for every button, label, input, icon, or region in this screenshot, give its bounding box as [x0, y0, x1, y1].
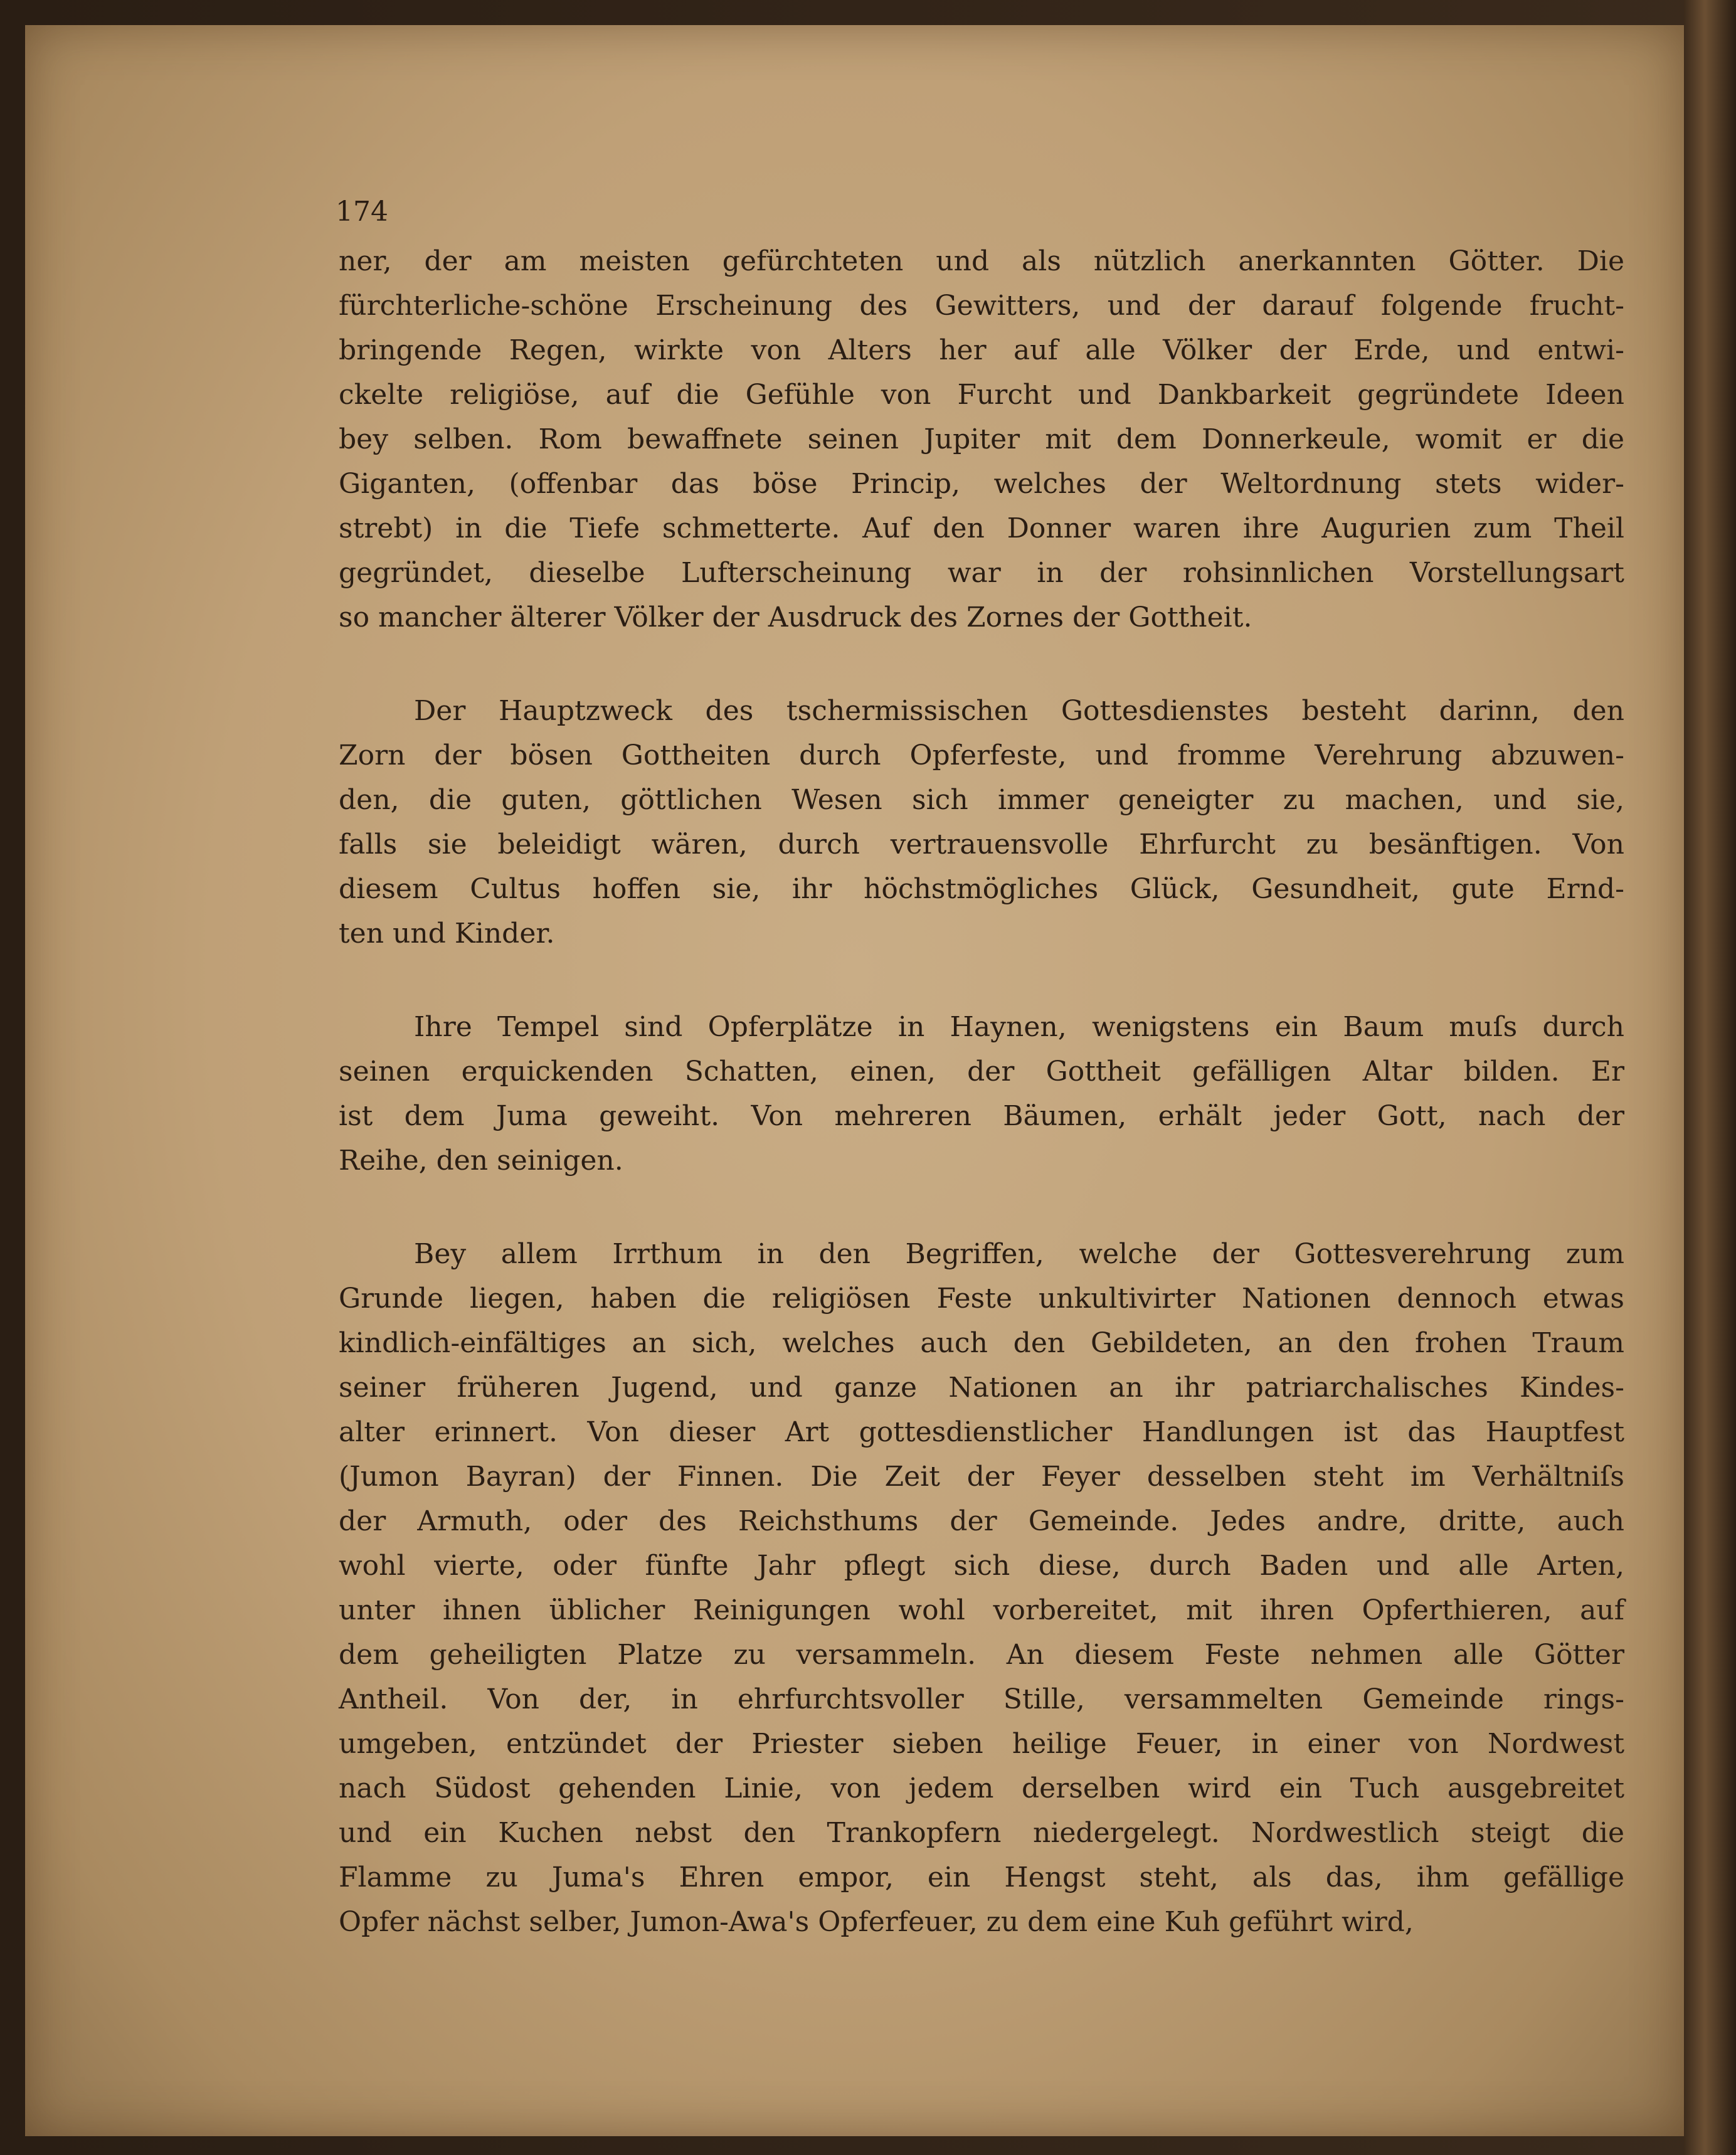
text-line: Ihre Tempel sind Opferplätze in Haynen, wenigstens ein Baum muſs durch — [414, 1011, 1624, 1043]
text-line: gegründet, dieselbe Lufterscheinung war in der rohsinnlichen Vorstellungsart — [339, 557, 1624, 589]
page-number: 174 — [336, 196, 388, 228]
text-line: diesem Cultus hoffen sie, ihr höchstmögliches Glück, Gesundheit, gute Ernd- — [339, 873, 1624, 905]
text-line: unter ihnen üblicher Reinigungen wohl vorbereitet, mit ihren Opferthieren, auf — [339, 1594, 1624, 1626]
text-line: fürchterliche-schöne Erscheinung des Gewitters, und der darauf folgende frucht- — [339, 290, 1624, 322]
text-line: ten und Kinder. — [339, 918, 555, 950]
paragraph-3 — [339, 1005, 1624, 1183]
text-line: kindlich-einfältiges an sich, welches auch den Gebildeten, an den frohen Traum — [339, 1327, 1624, 1359]
paragraph-4 — [339, 1232, 1624, 1944]
text-line: Giganten, (offenbar das böse Princip, welches der Weltordnung stets wider- — [339, 468, 1624, 500]
text-line: strebt) in die Tiefe schmetterte. Auf den Donner waren ihre Augurien zum Theil — [339, 512, 1624, 544]
text-line: (Jumon Bayran) der Finnen. Die Zeit der Feyer desselben steht im Verhältniſs — [339, 1461, 1624, 1493]
book-binding-edge — [1684, 0, 1736, 2155]
text-line: der Armuth, oder des Reichsthums der Gemeinde. Jedes andre, dritte, auch — [339, 1505, 1624, 1537]
text-line: Der Hauptzweck des tschermissischen Gottesdienstes besteht darinn, den — [414, 695, 1624, 727]
text-line: wohl vierte, oder fünfte Jahr pflegt sich diese, durch Baden und alle Arten, — [339, 1550, 1624, 1582]
text-line: ist dem Juma geweiht. Von mehreren Bäumen, erhält jeder Gott, nach der — [339, 1100, 1624, 1132]
text-line: Zorn der bösen Gottheiten durch Opferfeste, und fromme Verehrung abzuwen- — [339, 739, 1624, 771]
text-line: Reihe, den seinigen. — [339, 1145, 623, 1177]
paragraph-2 — [339, 689, 1624, 956]
text-line: und ein Kuchen nebst den Trankopfern niedergelegt. Nordwestlich steigt die — [339, 1817, 1624, 1849]
text-line: Flamme zu Juma's Ehren empor, ein Hengst steht, als das, ihm gefällige — [339, 1861, 1624, 1893]
text-line: Grunde liegen, haben die religiösen Feste unkultivirter Nationen dennoch etwas — [339, 1283, 1624, 1315]
text-line: bringende Regen, wirkte von Alters her auf alle Völker der Erde, und entwi- — [339, 334, 1624, 366]
text-line: umgeben, entzündet der Priester sieben heilige Feuer, in einer von Nordwest — [339, 1728, 1624, 1760]
text-line: Bey allem Irrthum in den Begriffen, welche der Gottesverehrung zum — [414, 1238, 1624, 1270]
text-line: so mancher älterer Völker der Ausdruck des Zornes der Gottheit. — [339, 601, 1252, 633]
text-line: dem geheiligten Platze zu versammeln. An diesem Feste nehmen alle Götter — [339, 1639, 1624, 1671]
text-line: Opfer nächst selber, Jumon-Awa's Opferfeuer, zu dem eine Kuh geführt wird, — [339, 1906, 1414, 1938]
text-line: den, die guten, göttlichen Wesen sich immer geneigter zu machen, und sie, — [339, 784, 1624, 816]
text-line: bey selben. Rom bewaffnete seinen Jupiter mit dem Donnerkeule, womit er die — [339, 423, 1624, 455]
text-line: Antheil. Von der, in ehrfurchtsvoller Stille, versammelten Gemeinde rings- — [339, 1683, 1624, 1715]
text-line: ner, der am meisten gefürchteten und als nützlich anerkannten Götter. Die — [339, 245, 1624, 277]
text-line: alter erinnert. Von dieser Art gottesdienstlicher Handlungen ist das Hauptfest — [339, 1416, 1624, 1448]
paragraph-1 — [339, 239, 1624, 640]
text-line: ckelte religiöse, auf die Gefühle von Furcht und Dankbarkeit gegründete Ideen — [339, 379, 1624, 411]
text-line: seiner früheren Jugend, und ganze Nationen an ihr patriarchalisches Kindes- — [339, 1372, 1624, 1404]
text-line: falls sie beleidigt wären, durch vertrauensvolle Ehrfurcht zu besänftigen. Von — [339, 829, 1624, 860]
text-line: nach Südost gehenden Linie, von jedem derselben wird ein Tuch ausgebreitet — [339, 1772, 1624, 1804]
page-body — [339, 194, 1624, 1944]
text-line: seinen erquickenden Schatten, einen, der Gottheit gefälligen Altar bilden. Er — [339, 1056, 1624, 1088]
